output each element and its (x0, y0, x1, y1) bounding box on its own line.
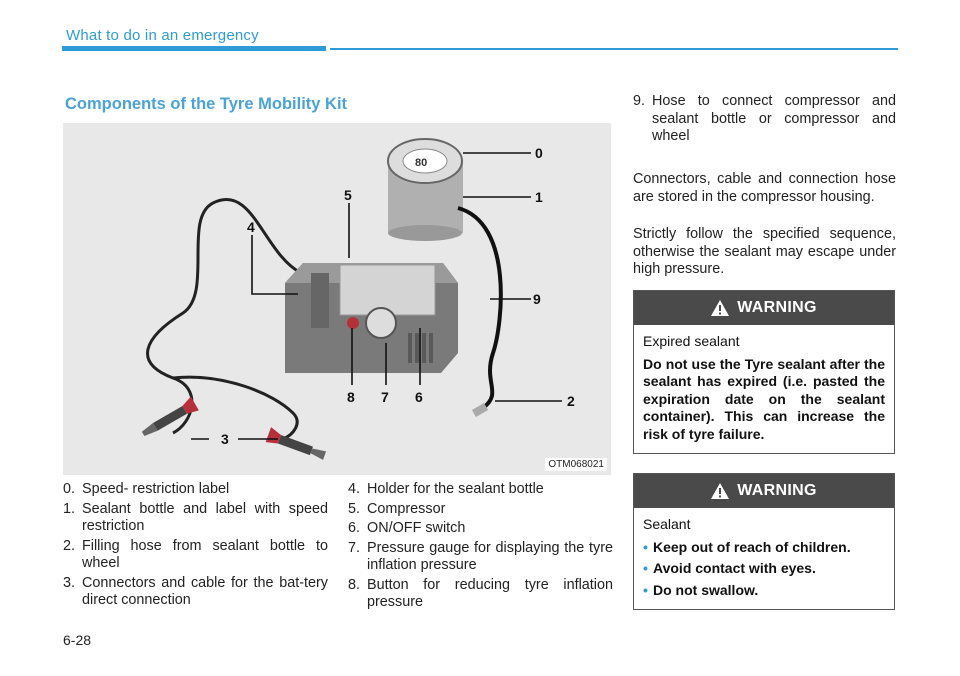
list-item: 6. ON/OFF switch (348, 520, 466, 536)
battery-clip-left (139, 397, 199, 441)
components-list-col1 (63, 481, 328, 612)
page-title: Components of the Tyre Mobility Kit (65, 95, 348, 113)
sealant-bottle (388, 139, 463, 241)
list-item: 0. Speed- restriction label (63, 481, 230, 497)
warning-header (634, 291, 894, 325)
callout-7: 7 (381, 389, 389, 405)
svg-text:80: 80 (415, 157, 428, 169)
warning-box-expired (633, 290, 895, 454)
sequence-paragraph: Strictly follow the specified sequence, otherwise the sealant may escape under high pressure. (633, 226, 896, 277)
list-item: 1. Sealant bottle and label with speed restriction (63, 500, 328, 534)
header-bar (62, 46, 326, 51)
warning-box-sealant (633, 473, 895, 610)
list-item: 3. Connectors and cable for the bat-tery direct connection (63, 574, 328, 608)
list-item: 5. Compressor (348, 500, 446, 517)
list-item: 7. Pressure gauge for displaying the tyre inflation pressure (348, 539, 613, 573)
warning-icon (711, 300, 729, 316)
kit-drawing (63, 123, 611, 475)
tyre-kit-illustration (63, 123, 611, 475)
callout-8: 8 (347, 389, 355, 405)
callout-6: 6 (415, 389, 423, 405)
bullet-item: • Keep out of reach of children. (643, 538, 851, 555)
battery-clip-right (266, 427, 328, 463)
warning-text: Do not use the Tyre sealant after the sealant has expired (i.e. pasted the expiration date on the sealant container). This can increase the risk of tyre failure. (643, 355, 885, 442)
list-item: 2. Filling hose from sealant bottle to wheel (63, 537, 328, 571)
callout-2: 2 (567, 393, 575, 409)
storage-paragraph: Connectors, cable and connection hose are stored in the compressor housing. (633, 171, 896, 205)
components-list-col3 (633, 93, 896, 148)
warning-label: WARNING (737, 482, 817, 499)
section-header: What to do in an emergency (66, 27, 259, 44)
power-cable (148, 199, 301, 433)
components-list-col2 (348, 481, 613, 614)
list-item: 8. Button for reducing tyre inflation pressure (348, 576, 613, 610)
callout-4: 4 (247, 219, 255, 235)
page-number: 6-28 (63, 632, 92, 648)
header-rule (330, 48, 898, 50)
figure-code: OTM068021 (545, 458, 607, 471)
warning-label: WARNING (737, 299, 817, 316)
bullet-item: • Avoid contact with eyes. (643, 560, 816, 576)
callout-5: 5 (344, 187, 352, 203)
callout-3: 3 (221, 431, 229, 447)
compressor (285, 263, 458, 373)
callout-1: 1 (535, 189, 543, 205)
connection-hose (458, 208, 501, 408)
bullet-item: • Do not swallow. (643, 581, 759, 598)
warning-header (634, 474, 894, 508)
warning-subtitle: Sealant (643, 516, 691, 532)
list-item: 4. Holder for the sealant bottle (348, 481, 544, 497)
callout-0: 0 (535, 145, 543, 161)
warning-icon (711, 483, 729, 499)
warning-subtitle: Expired sealant (643, 333, 740, 349)
list-item: 9. Hose to connect compressor and sealant bottle or compressor and wheel (633, 93, 896, 144)
callout-9: 9 (533, 291, 541, 307)
